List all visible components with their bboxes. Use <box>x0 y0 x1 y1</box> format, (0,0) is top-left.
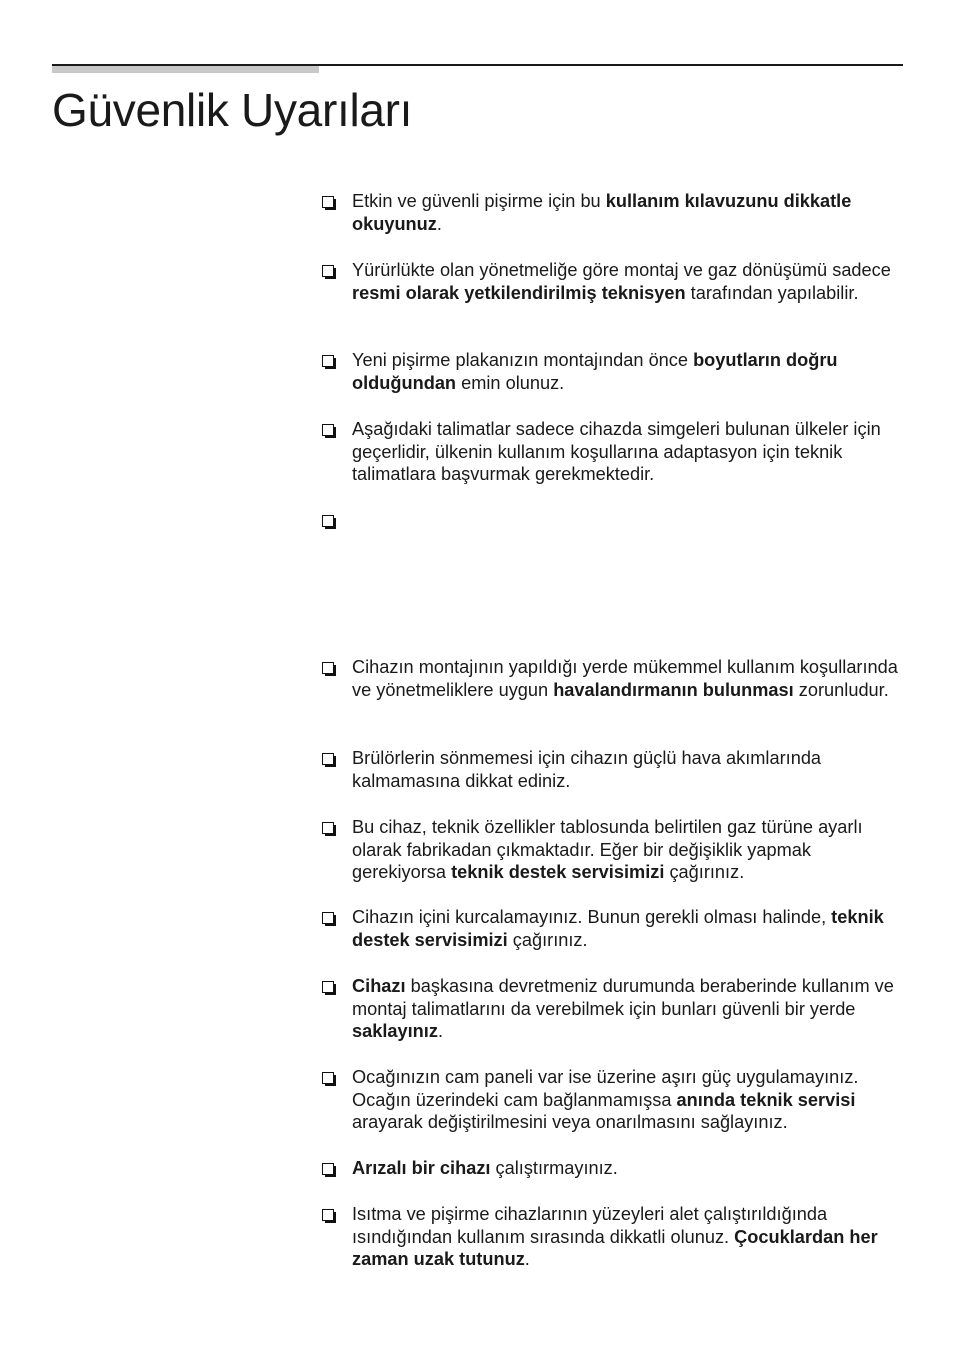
warning-text <box>352 190 906 235</box>
checkbox-bullet-icon <box>322 265 336 279</box>
checkbox-bullet-icon <box>322 662 336 676</box>
warning-text-bold: teknik destek servisimizi <box>352 907 884 950</box>
checkbox-bullet-icon <box>322 515 336 529</box>
warning-text <box>352 349 906 394</box>
warning-text <box>352 747 906 792</box>
warning-text-segment: emin olunuz. <box>456 372 565 393</box>
warning-text-bold: resmi olarak yetkilendirilmiş teknisyen <box>352 282 686 303</box>
warning-text-segment: Isıtma ve pişirme cihazlarının yüzeyleri alet çalıştırıldığında ısındığından kullanım sırasında dikkatli olunuz. <box>352 1204 828 1247</box>
warning-text-segment: Bu cihaz, teknik özellikler tablosunda belirtilen gaz türüne ayarlı olarak fabrikadan çıkmaktadır. Eğer bir değişiklik yapmak gerekiyorsa <box>352 817 863 882</box>
warning-item <box>322 190 906 235</box>
checkbox-bullet-icon <box>322 196 336 210</box>
warning-text-bold: Arızalı bir cihazı <box>352 1158 491 1178</box>
warning-text-segment: . <box>524 1249 530 1269</box>
warning-text-segment: Yürürlükte olan yönetmeliğe göre montaj ve gaz dönüşümü sadece <box>352 260 891 280</box>
warning-text-segment: . <box>436 213 442 234</box>
page-title: Güvenlik Uyarıları <box>52 84 413 136</box>
warning-item <box>322 747 906 792</box>
warning-text-segment: Brülörlerin sönmemesi için cihazın güçlü hava akımlarında kalmamasına dikkat ediniz. <box>352 748 822 791</box>
warning-text-segment: Etkin ve güvenli pişirme için bu <box>352 191 606 211</box>
warning-text-segment: başkasına devretmeniz durumunda beraberinde kullanım ve montaj talimatlarını da verebilmek için bunları güvenli bir yerde <box>352 976 894 1019</box>
warning-text-bold: teknik destek servisimizi <box>451 862 665 882</box>
checkbox-bullet-icon <box>322 1072 336 1086</box>
header-rule-accent <box>52 66 319 73</box>
warning-text-bold: kullanım kılavuzunu dikkatle okuyunuz <box>352 191 852 234</box>
warning-text-bold: Cihazı <box>352 976 406 996</box>
warning-text-bold: anında teknik servisi <box>676 1089 856 1110</box>
warning-text <box>352 816 906 884</box>
checkbox-bullet-icon <box>322 1163 336 1177</box>
warning-item <box>322 656 906 701</box>
checkbox-bullet-icon <box>322 424 336 438</box>
warning-text-segment: tarafından yapılabilir. <box>685 282 859 303</box>
warning-text-segment: Ocağınızın cam paneli var ise üzerine aşırı güç uygulamayınız. Ocağın üzerindeki cam bağlanmamışsa <box>352 1067 859 1110</box>
warning-text-segment: Aşağıdaki talimatlar sadece cihazda simgeleri bulunan ülkeler için geçerlidir, ülkenin kullanım koşullarına adaptasyon için teknik talimatlara başvurmak gerekmektedir. <box>352 419 881 484</box>
warning-item <box>322 816 906 884</box>
checkbox-bullet-icon <box>322 912 336 926</box>
checkbox-bullet-icon <box>322 355 336 369</box>
warning-text-bold: boyutların doğru olduğundan <box>352 350 838 393</box>
warning-item <box>322 1157 906 1180</box>
warning-text <box>352 1157 906 1180</box>
warning-text-segment: arayarak değiştirilmesini veya onarılmasını sağlayınız. <box>352 1112 788 1132</box>
warning-text-bold: saklayınız <box>352 1021 438 1041</box>
warning-item <box>322 1066 906 1134</box>
warning-text-bold: Çocuklardan her zaman uzak tutunuz <box>352 1226 878 1269</box>
warning-item <box>322 509 906 529</box>
warning-text-segment: Yeni pişirme plakanızın montajından önce <box>352 350 694 370</box>
warning-text <box>352 1203 906 1271</box>
warning-text-segment: Cihazın montajının yapıldığı yerde mükemmel kullanım koşullarında ve yönetmeliklere uygun <box>352 657 898 700</box>
warning-text <box>352 418 906 486</box>
warning-text-segment: çalıştırmayınız. <box>490 1158 618 1178</box>
warning-text <box>352 1066 906 1134</box>
warning-text <box>352 906 906 951</box>
warning-item <box>322 1203 906 1271</box>
warning-item <box>322 418 906 486</box>
warning-text <box>352 656 906 701</box>
warning-item <box>322 906 906 951</box>
warning-item <box>322 975 906 1043</box>
checkbox-bullet-icon <box>322 753 336 767</box>
warning-text-segment: zorunludur. <box>793 679 889 700</box>
warning-text-segment: çağırınız. <box>664 862 745 882</box>
warning-text-bold: havalandırmanın bulunması <box>553 679 794 700</box>
warning-item <box>322 259 906 304</box>
checkbox-bullet-icon <box>322 822 336 836</box>
warning-text <box>352 259 906 304</box>
warning-text <box>352 975 906 1043</box>
warning-text-segment: çağırınız. <box>507 929 588 950</box>
warning-item <box>322 349 906 394</box>
warning-text-segment: . <box>437 1021 444 1041</box>
warning-text-segment: Cihazın içini kurcalamayınız. Bunun gerekli olması halinde, <box>352 907 832 927</box>
checkbox-bullet-icon <box>322 981 336 995</box>
checkbox-bullet-icon <box>322 1209 336 1223</box>
